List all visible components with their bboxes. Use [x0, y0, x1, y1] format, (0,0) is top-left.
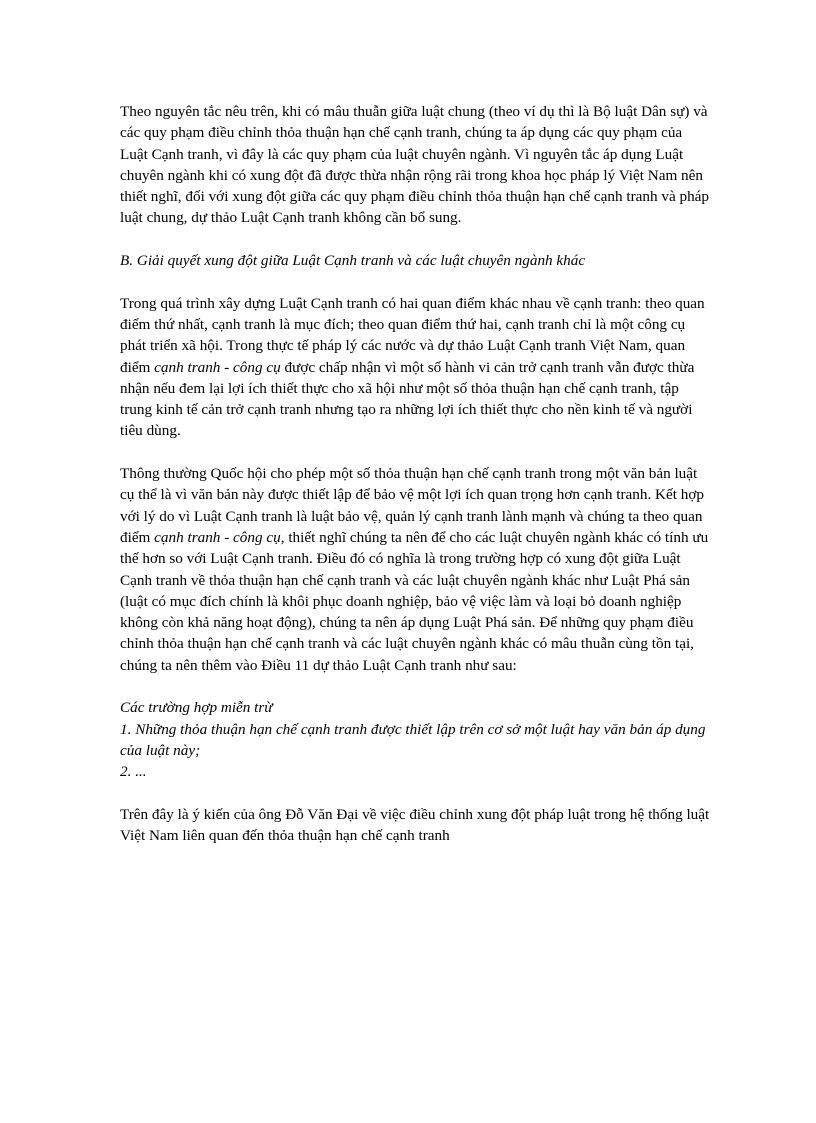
section-heading-b: B. Giải quyết xung đột giữa Luật Cạnh tranh và các luật chuyên ngành khác — [120, 252, 586, 270]
paragraph-text: Thông thường Quốc hội cho phép một số thỏa thuận hạn chế cạnh tranh trong một văn bản luật cụ thể là vì văn bản này được thiết lập để bảo vệ một lợi ích quan trọng hơn cạnh tranh. Kết hợp với lý do vì Luật Cạnh tranh là luật bảo vệ, quản lý cạnh tranh lành mạnh và chúng ta theo quan điểm — [120, 465, 704, 546]
emphasis-competition-tool: cạnh tranh - công cụ — [154, 358, 281, 376]
paragraph-competition-views — [120, 293, 710, 442]
paragraph-text: Trong quá trình xây dựng Luật Cạnh tranh có hai quan điểm khác nhau về cạnh tranh: theo quan điểm thứ nhất, cạnh tranh là mục đích; theo quan điểm thứ hai, cạnh tranh chỉ là một công cụ phát triển xã hội. Trong thực tế pháp lý các nước và dự thảo Luật Cạnh tranh Việt Nam, quan điểm — [120, 294, 705, 376]
paragraph-national-assembly — [120, 463, 710, 676]
exemption-item-2: 2. ... — [120, 763, 147, 781]
exemptions-block — [120, 697, 710, 782]
document-page — [120, 101, 710, 868]
paragraph-text: được chấp nhận vì một số hành vi cản trở cạnh tranh vẫn được thừa nhận nếu đem lại lợi ích thiết thực cho xã hội như một số thỏa thuận hạn chế cạnh tranh, tập trung kinh tế cản trở cạnh tranh nhưng tạo ra những lợi ích thiết thực cho nền kinh tế và người tiêu dùng. — [120, 358, 695, 440]
exemption-item-1: 1. Những thỏa thuận hạn chế cạnh tranh được thiết lập trên cơ sở một luật hay văn bản áp dụng của luật này; — [120, 720, 706, 759]
paragraph-conclusion: Trên đây là ý kiến của ông Đỗ Văn Đại về việc điều chỉnh xung đột pháp luật trong hệ thống luật Việt Nam liên quan đến thỏa thuận hạn chế cạnh tranh — [120, 805, 710, 845]
paragraph-text: , thiết nghĩ chúng ta nên để cho các luật chuyên ngành khác có tính ưu thế hơn so với Luật Cạnh tranh. Điều đó có nghĩa là trong trường hợp có xung đột giữa Luật Cạnh tranh về thỏa thuận hạn chế cạnh tranh và các luật chuyên ngành khác như Luật Phá sản (luật có mục đích chính là khôi phục doanh nghiệp, bảo vệ việc làm và loại bỏ doanh nghiệp không còn khả năng hoạt động), chúng ta nên áp dụng Luật Phá sản. Để những quy phạm điều chỉnh thỏa thuận hạn chế cạnh tranh và các luật chuyên ngành khác có mâu thuẫn cùng tồn tại, chúng ta nên thêm vào Điều 11 dự thảo Luật Cạnh tranh như sau: — [120, 528, 709, 674]
exemptions-title: Các trường hợp miễn trừ — [120, 699, 273, 717]
paragraph-general-law-conflict: Theo nguyên tắc nêu trên, khi có mâu thuẫn giữa luật chung (theo ví dụ thì là Bộ luật Dân sự) và các quy phạm điều chỉnh thỏa thuận hạn chế cạnh tranh, chúng ta áp dụng các quy phạm của Luật Cạnh tranh, vì đây là các quy phạm của luật chuyên ngành. Vì nguyên tắc áp dụng Luật chuyên ngành khi có xung đột đã được thừa nhận rộng rãi trong khoa học pháp lý Việt Nam nên thiết nghĩ, đối với xung đột giữa các quy phạm điều chỉnh thỏa thuận hạn chế cạnh tranh và pháp luật chung, dự thảo Luật Cạnh tranh không cần bổ sung. — [120, 103, 710, 227]
emphasis-competition-tool: cạnh tranh - công cụ — [154, 528, 281, 546]
